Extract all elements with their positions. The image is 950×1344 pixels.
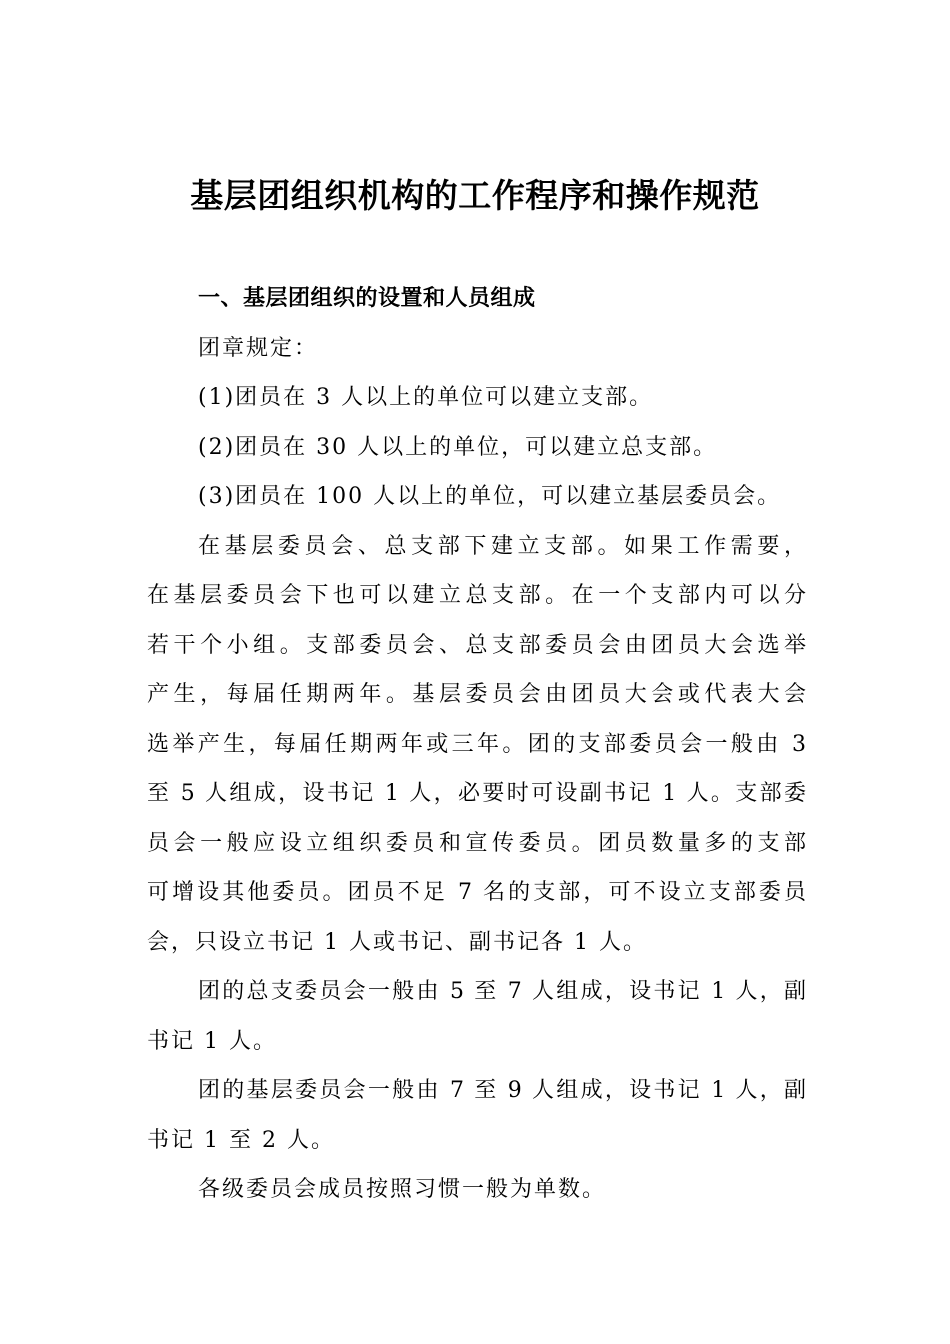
paragraph-line: 员会一般应设立组织委员和宣传委员。团员数量多的支部 bbox=[147, 830, 807, 856]
rule-item: (3)团员在 100 人以上的单位，可以建立基层委员会。 bbox=[198, 484, 782, 509]
document-title: 基层团组织机构的工作程序和操作规范 bbox=[190, 176, 760, 215]
paragraph-line: 可增设其他委员。团员不足 7 名的支部，可不设立支部委员 bbox=[147, 880, 807, 905]
paragraph-line: 书记 1 人。 bbox=[147, 1028, 277, 1054]
paragraph-line: 会，只设立书记 1 人或书记、副书记各 1 人。 bbox=[147, 929, 647, 955]
paragraph-3 bbox=[147, 1066, 807, 1165]
paragraph-4: 各级委员会成员按照习惯一般为单数。 bbox=[198, 1177, 607, 1202]
paragraph-line: 团的总支委员会一般由 5 至 7 人组成，设书记 1 人，副 bbox=[198, 979, 807, 1004]
paragraph-1 bbox=[147, 522, 807, 968]
paragraph-line: 在基层委员会下也可以建立总支部。在一个支部内可以分 bbox=[147, 583, 807, 608]
intro-line: 团章规定： bbox=[198, 335, 319, 361]
paragraph-line: 选举产生，每届任期两年或三年。团的支部委员会一般由 3 bbox=[147, 731, 807, 757]
paragraph-line: 产生，每届任期两年。基层委员会由团员大会或代表大会 bbox=[147, 682, 807, 707]
paragraph-line: 至 5 人组成，设书记 1 人，必要时可设副书记 1 人。支部委 bbox=[147, 781, 807, 806]
paragraph-line: 团的基层委员会一般由 7 至 9 人组成，设书记 1 人，副 bbox=[198, 1078, 807, 1103]
rule-item: (2)团员在 30 人以上的单位，可以建立总支部。 bbox=[198, 434, 718, 460]
paragraph-2 bbox=[147, 967, 807, 1066]
document-body bbox=[147, 274, 807, 1215]
paragraph-line: 书记 1 至 2 人。 bbox=[147, 1127, 335, 1153]
paragraph-line: 在基层委员会、总支部下建立支部。如果工作需要， bbox=[198, 533, 807, 559]
section-heading: 一、基层团组织的设置和人员组成 bbox=[198, 286, 536, 311]
paragraph-line: 若干个小组。支部委员会、总支部委员会由团员大会选举 bbox=[147, 632, 807, 658]
rule-item: (1)团员在 3 人以上的单位可以建立支部。 bbox=[198, 385, 654, 410]
